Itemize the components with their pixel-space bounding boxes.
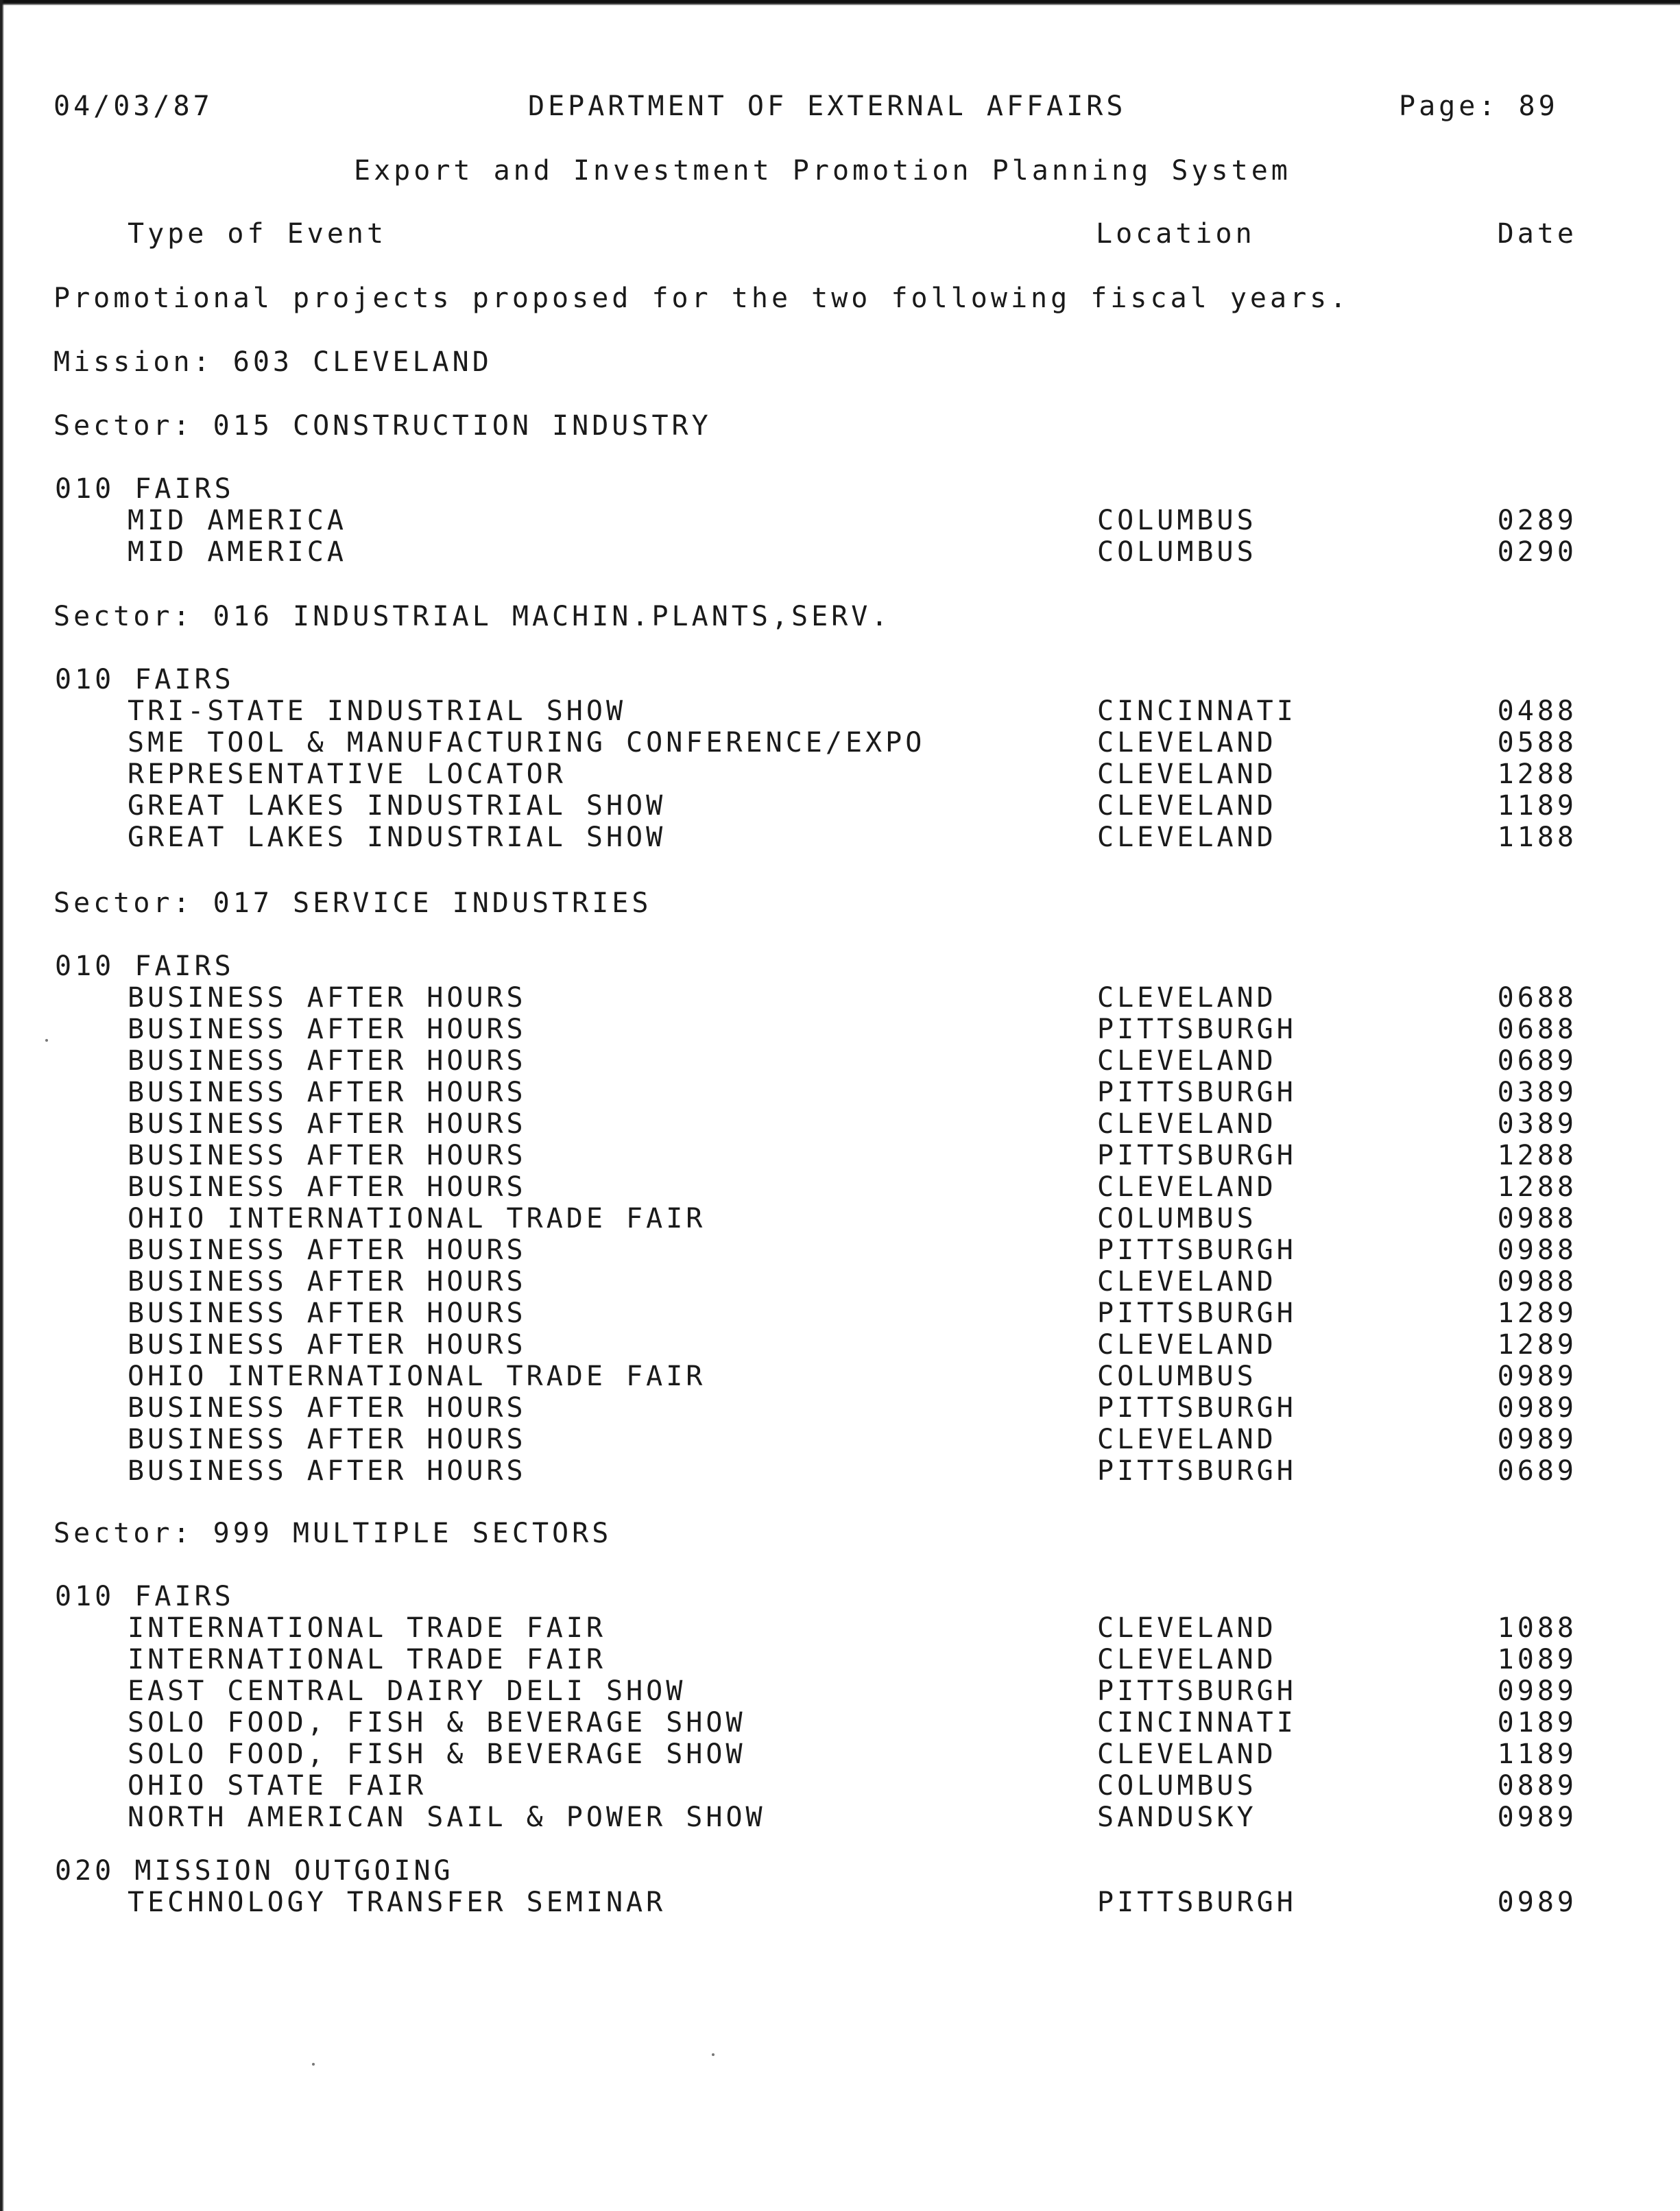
event-location: CLEVELAND xyxy=(1097,727,1277,758)
event-date: 0689 xyxy=(1497,1045,1577,1077)
event-date: 0989 xyxy=(1497,1887,1577,1918)
event-location: PITTSBURGH xyxy=(1097,1455,1297,1487)
event-name: BUSINESS AFTER HOURS xyxy=(128,1298,527,1329)
column-type-of-event: Type of Event xyxy=(128,218,387,250)
event-name: BUSINESS AFTER HOURS xyxy=(128,1014,527,1045)
scan-speck xyxy=(45,1039,48,1042)
event-date: 0389 xyxy=(1497,1108,1577,1140)
event-date: 1289 xyxy=(1497,1298,1577,1329)
event-date: 0488 xyxy=(1497,695,1577,727)
event-location: PITTSBURGH xyxy=(1097,1014,1297,1045)
event-date: 0289 xyxy=(1497,505,1577,536)
event-date: 0688 xyxy=(1497,982,1577,1014)
event-location: PITTSBURGH xyxy=(1097,1234,1297,1266)
event-location: PITTSBURGH xyxy=(1097,1675,1297,1707)
event-name: MID AMERICA xyxy=(128,536,347,568)
event-name: BUSINESS AFTER HOURS xyxy=(128,1392,527,1424)
event-location: CLEVELAND xyxy=(1097,790,1277,822)
event-location: CLEVELAND xyxy=(1097,1329,1277,1361)
event-location: CLEVELAND xyxy=(1097,1108,1277,1140)
event-date: 0989 xyxy=(1497,1424,1577,1455)
event-location: CLEVELAND xyxy=(1097,1424,1277,1455)
event-date: 1189 xyxy=(1497,1738,1577,1770)
scan-speck xyxy=(712,2053,715,2056)
event-name: GREAT LAKES INDUSTRIAL SHOW xyxy=(128,822,667,853)
event-name: SOLO FOOD, FISH & BEVERAGE SHOW xyxy=(128,1707,746,1738)
event-date: 0989 xyxy=(1497,1392,1577,1424)
event-location: CLEVELAND xyxy=(1097,982,1277,1014)
event-date: 0688 xyxy=(1497,1014,1577,1045)
event-name: OHIO INTERNATIONAL TRADE FAIR xyxy=(128,1361,706,1392)
event-name: BUSINESS AFTER HOURS xyxy=(128,1424,527,1455)
scan-edge-left xyxy=(0,0,4,2211)
event-name: BUSINESS AFTER HOURS xyxy=(128,1045,527,1077)
scan-speck xyxy=(312,2063,315,2066)
sector-title: Sector: 999 MULTIPLE SECTORS xyxy=(53,1518,612,1549)
event-name: SOLO FOOD, FISH & BEVERAGE SHOW xyxy=(128,1738,746,1770)
event-date: 0189 xyxy=(1497,1707,1577,1738)
event-name: BUSINESS AFTER HOURS xyxy=(128,1108,527,1140)
report-date: 04/03/87 xyxy=(53,91,213,122)
event-location: PITTSBURGH xyxy=(1097,1887,1297,1918)
event-location: PITTSBURGH xyxy=(1097,1140,1297,1171)
event-location: CLEVELAND xyxy=(1097,1171,1277,1203)
event-date: 0989 xyxy=(1497,1361,1577,1392)
event-date: 0290 xyxy=(1497,536,1577,568)
sector-title: Sector: 016 INDUSTRIAL MACHIN.PLANTS,SERV. xyxy=(53,601,891,632)
event-date: 1089 xyxy=(1497,1644,1577,1675)
event-name: OHIO STATE FAIR xyxy=(128,1770,427,1802)
event-date: 0889 xyxy=(1497,1770,1577,1802)
event-location: COLUMBUS xyxy=(1097,505,1257,536)
event-location: CLEVELAND xyxy=(1097,1266,1277,1298)
event-location: PITTSBURGH xyxy=(1097,1392,1297,1424)
event-location: CLEVELAND xyxy=(1097,1644,1277,1675)
event-name: REPRESENTATIVE LOCATOR xyxy=(128,758,566,790)
event-date: 0588 xyxy=(1497,727,1577,758)
event-date: 0988 xyxy=(1497,1234,1577,1266)
event-date: 1288 xyxy=(1497,758,1577,790)
event-name: SME TOOL & MANUFACTURING CONFERENCE/EXPO xyxy=(128,727,926,758)
intro-text: Promotional projects proposed for the two following fiscal years. xyxy=(53,283,1350,314)
event-name: BUSINESS AFTER HOURS xyxy=(128,1077,527,1108)
event-location: CINCINNATI xyxy=(1097,695,1297,727)
event-name: BUSINESS AFTER HOURS xyxy=(128,1140,527,1171)
event-name: OHIO INTERNATIONAL TRADE FAIR xyxy=(128,1203,706,1234)
event-location: SANDUSKY xyxy=(1097,1802,1257,1833)
event-name: EAST CENTRAL DAIRY DELI SHOW xyxy=(128,1675,686,1707)
event-date: 1288 xyxy=(1497,1171,1577,1203)
event-type-heading: 010 FAIRS xyxy=(55,951,235,982)
event-location: COLUMBUS xyxy=(1097,1203,1257,1234)
event-name: NORTH AMERICAN SAIL & POWER SHOW xyxy=(128,1802,766,1833)
event-type-heading: 010 FAIRS xyxy=(55,473,235,505)
event-name: BUSINESS AFTER HOURS xyxy=(128,1266,527,1298)
event-type-heading: 020 MISSION OUTGOING xyxy=(55,1855,454,1887)
event-type-heading: 010 FAIRS xyxy=(55,664,235,695)
event-location: CLEVELAND xyxy=(1097,1612,1277,1644)
event-name: BUSINESS AFTER HOURS xyxy=(128,1455,527,1487)
event-name: BUSINESS AFTER HOURS xyxy=(128,1329,527,1361)
event-date: 1088 xyxy=(1497,1612,1577,1644)
column-location: Location xyxy=(1096,218,1256,250)
event-location: COLUMBUS xyxy=(1097,536,1257,568)
event-location: PITTSBURGH xyxy=(1097,1298,1297,1329)
event-location: COLUMBUS xyxy=(1097,1770,1257,1802)
event-name: BUSINESS AFTER HOURS xyxy=(128,982,527,1014)
department-title: DEPARTMENT OF EXTERNAL AFFAIRS xyxy=(528,91,1127,122)
event-type-heading: 010 FAIRS xyxy=(55,1581,235,1612)
event-date: 0989 xyxy=(1497,1802,1577,1833)
page-number: Page: 89 xyxy=(1399,91,1559,122)
system-title: Export and Investment Promotion Planning System xyxy=(354,155,1291,187)
event-date: 1288 xyxy=(1497,1140,1577,1171)
sector-title: Sector: 015 CONSTRUCTION INDUSTRY xyxy=(53,410,712,442)
event-date: 0389 xyxy=(1497,1077,1577,1108)
event-date: 0989 xyxy=(1497,1675,1577,1707)
event-location: CLEVELAND xyxy=(1097,1045,1277,1077)
event-date: 1289 xyxy=(1497,1329,1577,1361)
event-location: CLEVELAND xyxy=(1097,822,1277,853)
event-name: INTERNATIONAL TRADE FAIR xyxy=(128,1644,606,1675)
sector-title: Sector: 017 SERVICE INDUSTRIES xyxy=(53,887,652,919)
mission-line: Mission: 603 CLEVELAND xyxy=(53,346,492,378)
event-name: MID AMERICA xyxy=(128,505,347,536)
event-name: TRI-STATE INDUSTRIAL SHOW xyxy=(128,695,627,727)
event-name: BUSINESS AFTER HOURS xyxy=(128,1234,527,1266)
event-date: 1189 xyxy=(1497,790,1577,822)
event-location: CINCINNATI xyxy=(1097,1707,1297,1738)
event-date: 0988 xyxy=(1497,1266,1577,1298)
event-location: COLUMBUS xyxy=(1097,1361,1257,1392)
event-date: 0988 xyxy=(1497,1203,1577,1234)
event-name: BUSINESS AFTER HOURS xyxy=(128,1171,527,1203)
event-name: TECHNOLOGY TRANSFER SEMINAR xyxy=(128,1887,667,1918)
event-date: 0689 xyxy=(1497,1455,1577,1487)
column-date: Date xyxy=(1497,218,1577,250)
event-location: PITTSBURGH xyxy=(1097,1077,1297,1108)
event-location: CLEVELAND xyxy=(1097,1738,1277,1770)
scan-edge-top xyxy=(0,0,1680,5)
event-name: INTERNATIONAL TRADE FAIR xyxy=(128,1612,606,1644)
event-date: 1188 xyxy=(1497,822,1577,853)
event-location: CLEVELAND xyxy=(1097,758,1277,790)
event-name: GREAT LAKES INDUSTRIAL SHOW xyxy=(128,790,667,822)
